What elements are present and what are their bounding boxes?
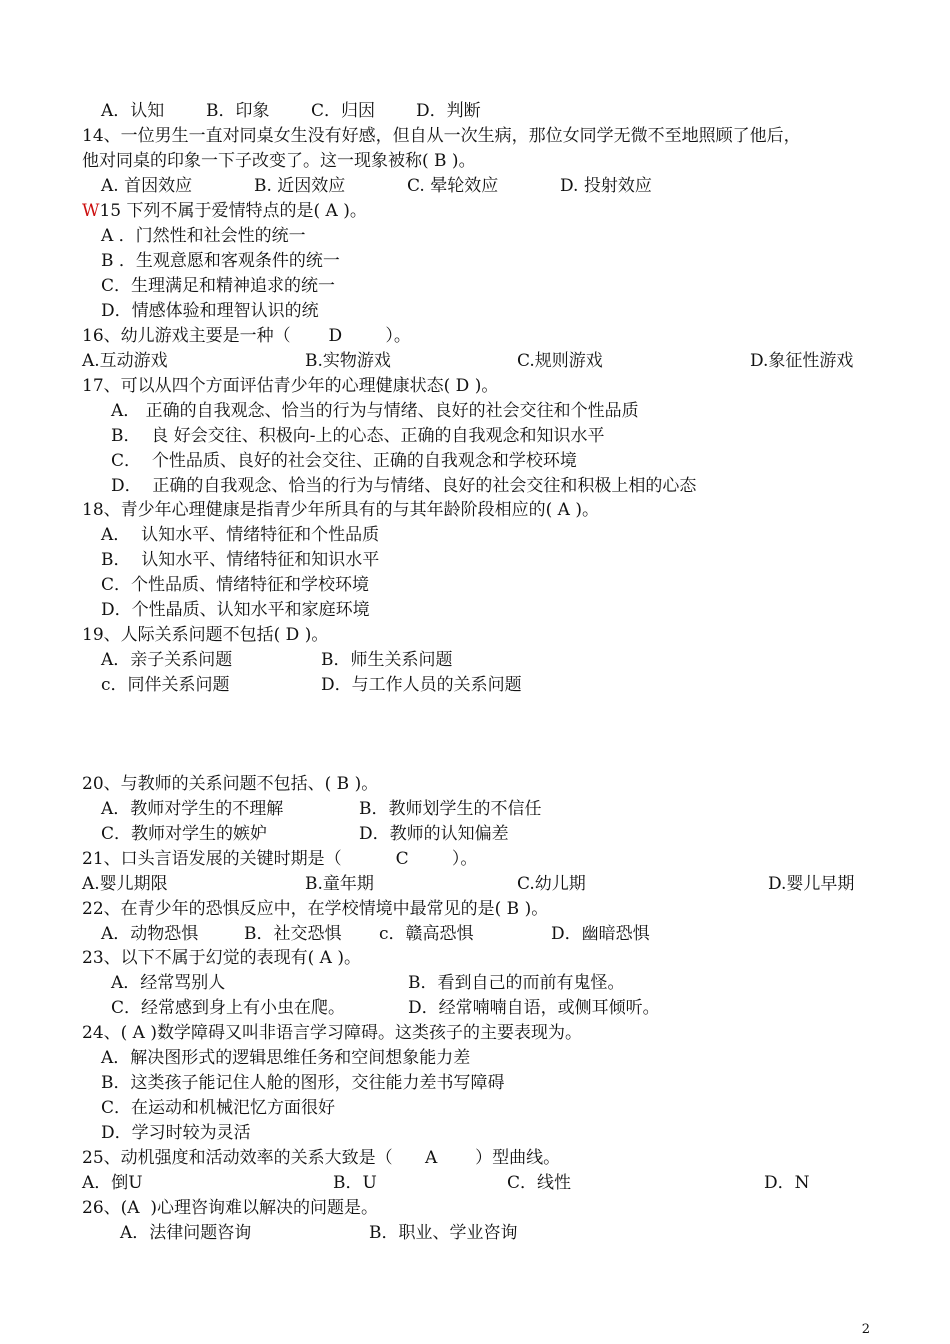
page-number: 2 xyxy=(861,1322,870,1337)
q22-stem: 22、在青少年的恐惧反应中，在学校情境中最常见的是( B )。 xyxy=(82,899,549,919)
q13-option-b: B．印象 xyxy=(206,101,270,121)
q14-option-a: A. 首因效应 xyxy=(101,176,193,196)
q23-option-c: C．经常感到身上有小虫在爬。 xyxy=(111,998,346,1018)
q19-option-d: D．与工作人员的关系问题 xyxy=(321,675,522,695)
q16-option-d: D.象征性游戏 xyxy=(750,351,854,371)
q18-option-c: C．个性品质、情绪特征和学校环境 xyxy=(101,575,370,595)
q16-option-c: C.规则游戏 xyxy=(517,351,603,371)
q24-option-a: A．解决图形式的逻辑思维任务和空间想象能力差 xyxy=(101,1048,471,1068)
q14-stem-cont: 他对同桌的印象一下子改变了。这一现象被称( B )。 xyxy=(82,151,476,171)
q23-option-a: A．经常骂别人 xyxy=(111,973,226,993)
q15-option-c: C．生理满足和精神追求的统一 xyxy=(101,276,336,296)
q21-option-d: D.婴儿早期 xyxy=(768,874,855,894)
q20-option-d: D．教师的认知偏差 xyxy=(359,824,509,844)
q22-option-d: D．幽暗恐惧 xyxy=(551,924,650,944)
q25-option-d: D．N xyxy=(764,1173,810,1193)
q22-option-b: B．社交恐惧 xyxy=(244,924,342,944)
q20-stem: 20、与教师的关系问题不包括、( B )。 xyxy=(82,774,379,794)
q25-option-a: A．倒U xyxy=(82,1173,143,1193)
q23-stem: 23、以下不属于幻觉的表现有( A )。 xyxy=(82,948,361,968)
q23-option-b: B．看到自己的而前有鬼怪。 xyxy=(408,973,625,993)
q17-option-a: A． 正确的自我观念、恰当的行为与情绪、良好的社会交往和个性品质 xyxy=(111,401,639,421)
q19-stem: 19、人际关系问题不包括( D )。 xyxy=(82,625,329,645)
q18-option-b: B． 认知水平、情绪特征和知识水平 xyxy=(101,550,380,570)
q24-option-c: C．在运动和机械汜忆方面很好 xyxy=(101,1098,336,1118)
q20-option-a: A．教师对学生的不理解 xyxy=(101,799,284,819)
q22-option-a: A．动物恐惧 xyxy=(101,924,199,944)
q19-option-a: A．亲子关系问题 xyxy=(101,650,233,670)
q16-stem: 16、幼儿游戏主要是一种（ D ）。 xyxy=(82,326,411,346)
q16-option-a: A.互动游戏 xyxy=(82,351,168,371)
q26-option-b: B．职业、学业咨询 xyxy=(369,1223,518,1243)
q15-stem: 15 下列不属于爱情特点的是( A )。 xyxy=(99,201,367,221)
q15-mark: W xyxy=(82,201,100,221)
q24-stem: 24、( A )数学障碍又叫非语言学习障碍。这类孩子的主要表现为。 xyxy=(82,1023,582,1043)
q26-option-a: A．法律问题咨询 xyxy=(120,1223,252,1243)
q17-option-d: D． 正确的自我观念、恰当的行为与情绪、良好的社会交往和积极上相的心态 xyxy=(111,476,697,496)
q21-option-b: B.童年期 xyxy=(305,874,374,894)
q20-option-c: C．教师对学生的嫉妒 xyxy=(101,824,268,844)
q18-stem: 18、青少年心理健康是指青少年所具有的与其年龄阶段相应的( A )。 xyxy=(82,500,599,520)
q25-stem: 25、动机强度和活动效率的关系大致是（ A ）型曲线。 xyxy=(82,1148,561,1168)
q13-option-c: C．归因 xyxy=(311,101,376,121)
q18-option-a: A． 认知水平、情绪特征和个性品质 xyxy=(101,525,380,545)
q14-stem: 14、一位男生一直对同桌女生没有好感，但自从一次生病，那位女同学无微不至地照顾了他后， xyxy=(82,126,801,146)
q15-stem-line xyxy=(82,199,367,223)
q15-option-b: B ．生观意愿和客观条件的统一 xyxy=(101,251,340,271)
q26-stem: 26、(A )心理咨询难以解决的问题是。 xyxy=(82,1198,378,1218)
q14-option-c: C. 晕轮效应 xyxy=(407,176,499,196)
q21-option-c: C.幼儿期 xyxy=(517,874,586,894)
q16-option-b: B.实物游戏 xyxy=(305,351,391,371)
q19-option-b: B．师生关系问题 xyxy=(321,650,453,670)
q17-option-c: C． 个性品质、良好的社会交往、正确的自我观念和学校环境 xyxy=(111,451,577,471)
q24-option-d: D．学习时较为灵活 xyxy=(101,1123,251,1143)
q21-option-a: A.婴儿期限 xyxy=(82,874,168,894)
q19-option-c: c．同伴关系问题 xyxy=(101,675,230,695)
q15-option-d: D．情感体验和理智认识的统 xyxy=(101,301,319,321)
q25-option-b: B．U xyxy=(333,1173,377,1193)
q15-option-a: A ．门然性和社会性的统一 xyxy=(101,226,306,246)
q14-option-d: D. 投射效应 xyxy=(560,176,652,196)
q14-option-b: B. 近因效应 xyxy=(254,176,346,196)
q25-option-c: C．线性 xyxy=(507,1173,572,1193)
q13-option-d: D．判断 xyxy=(416,101,481,121)
q24-option-b: B．这类孩子能记住人舱的图形，交往能力差书写障碍 xyxy=(101,1073,505,1093)
q17-option-b: B． 良 好会交往、积极向-上的心态、正确的自我观念和知识水平 xyxy=(111,426,605,446)
q13-option-a: A．认知 xyxy=(101,101,165,121)
q18-option-d: D．个性晶质、认知水平和家庭环境 xyxy=(101,600,370,620)
q22-option-c: c．赣高恐惧 xyxy=(379,924,474,944)
q23-option-d: D．经常喃喃自语，或侧耳倾听。 xyxy=(408,998,660,1018)
q17-stem: 17、可以从四个方面评估青少年的心理健康状态( D )。 xyxy=(82,376,499,396)
q20-option-b: B．教师划学生的不信任 xyxy=(359,799,542,819)
q21-stem: 21、口头言语发展的关键时期是（ C ）。 xyxy=(82,849,478,869)
